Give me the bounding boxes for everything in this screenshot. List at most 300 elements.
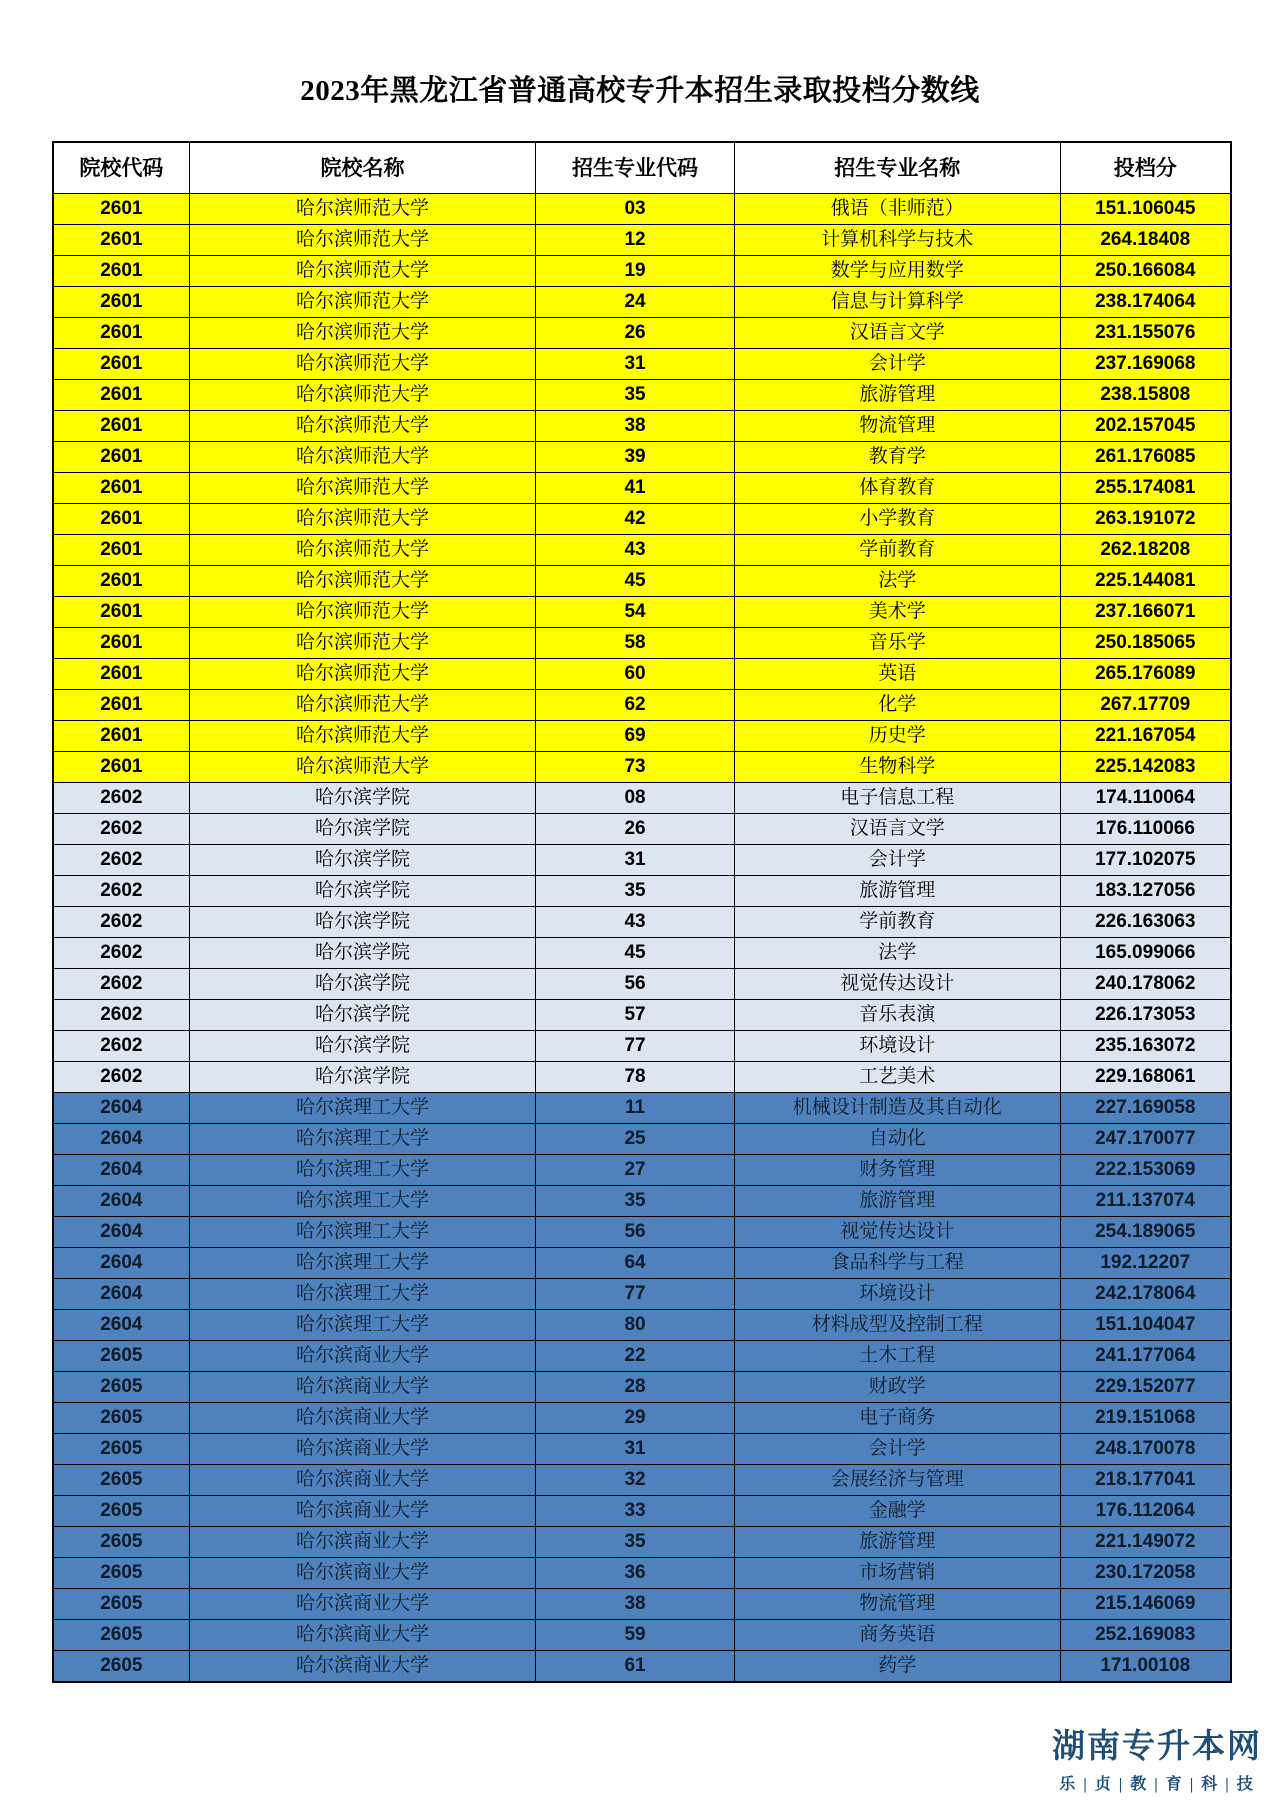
cell-major-code: 24 — [536, 286, 735, 317]
cell-school-name: 哈尔滨师范大学 — [189, 596, 535, 627]
cell-major-name: 土木工程 — [734, 1340, 1060, 1371]
cell-major-name: 会计学 — [734, 348, 1060, 379]
cell-school-code: 2601 — [53, 689, 189, 720]
column-header-score: 投档分 — [1060, 142, 1231, 194]
cell-major-code: 33 — [536, 1495, 735, 1526]
table-header — [53, 142, 1231, 194]
cell-school-name: 哈尔滨师范大学 — [189, 286, 535, 317]
cell-school-code: 2602 — [53, 906, 189, 937]
cell-score: 247.170077 — [1060, 1123, 1231, 1154]
cell-school-code: 2601 — [53, 658, 189, 689]
table-row — [53, 1371, 1231, 1402]
cell-major-name: 学前教育 — [734, 906, 1060, 937]
cell-major-name: 环境设计 — [734, 1278, 1060, 1309]
cell-score: 261.176085 — [1060, 441, 1231, 472]
cell-score: 267.17709 — [1060, 689, 1231, 720]
cell-school-code: 2602 — [53, 782, 189, 813]
cell-major-code: 57 — [536, 999, 735, 1030]
cell-major-name: 视觉传达设计 — [734, 1216, 1060, 1247]
cell-school-name: 哈尔滨师范大学 — [189, 503, 535, 534]
cell-major-code: 35 — [536, 1185, 735, 1216]
cell-major-code: 58 — [536, 627, 735, 658]
cell-school-name: 哈尔滨理工大学 — [189, 1247, 535, 1278]
cell-school-code: 2604 — [53, 1278, 189, 1309]
table-row — [53, 1309, 1231, 1340]
cell-school-name: 哈尔滨学院 — [189, 999, 535, 1030]
table-row — [53, 658, 1231, 689]
cell-major-code: 08 — [536, 782, 735, 813]
table-row — [53, 844, 1231, 875]
cell-score: 241.177064 — [1060, 1340, 1231, 1371]
cell-major-code: 45 — [536, 937, 735, 968]
cell-score: 263.191072 — [1060, 503, 1231, 534]
cell-major-name: 会计学 — [734, 844, 1060, 875]
table-row — [53, 627, 1231, 658]
cell-score: 265.176089 — [1060, 658, 1231, 689]
table-row — [53, 193, 1231, 224]
cell-school-code: 2601 — [53, 751, 189, 782]
cell-school-name: 哈尔滨理工大学 — [189, 1123, 535, 1154]
cell-major-code: 60 — [536, 658, 735, 689]
cell-score: 227.169058 — [1060, 1092, 1231, 1123]
cell-major-name: 药学 — [734, 1650, 1060, 1682]
cell-score: 237.166071 — [1060, 596, 1231, 627]
column-header-school-code: 院校代码 — [53, 142, 189, 194]
cell-major-name: 旅游管理 — [734, 875, 1060, 906]
table-row — [53, 1061, 1231, 1092]
cell-major-code: 03 — [536, 193, 735, 224]
table-row — [53, 1340, 1231, 1371]
cell-school-name: 哈尔滨理工大学 — [189, 1278, 535, 1309]
cell-school-name: 哈尔滨师范大学 — [189, 255, 535, 286]
cell-school-name: 哈尔滨商业大学 — [189, 1619, 535, 1650]
cell-score: 248.170078 — [1060, 1433, 1231, 1464]
cell-school-name: 哈尔滨师范大学 — [189, 410, 535, 441]
cell-school-code: 2601 — [53, 410, 189, 441]
cell-score: 250.185065 — [1060, 627, 1231, 658]
cell-school-name: 哈尔滨商业大学 — [189, 1340, 535, 1371]
cell-score: 255.174081 — [1060, 472, 1231, 503]
cell-school-code: 2601 — [53, 348, 189, 379]
cell-school-name: 哈尔滨理工大学 — [189, 1309, 535, 1340]
cell-major-name: 电子信息工程 — [734, 782, 1060, 813]
cell-major-code: 64 — [536, 1247, 735, 1278]
cell-school-name: 哈尔滨理工大学 — [189, 1154, 535, 1185]
cell-score: 262.18208 — [1060, 534, 1231, 565]
column-header-major-name: 招生专业名称 — [734, 142, 1060, 194]
cell-school-code: 2601 — [53, 379, 189, 410]
table-row — [53, 1557, 1231, 1588]
table-row — [53, 255, 1231, 286]
cell-major-code: 56 — [536, 1216, 735, 1247]
column-header-major-code: 招生专业代码 — [536, 142, 735, 194]
cell-score: 238.15808 — [1060, 379, 1231, 410]
cell-school-name: 哈尔滨学院 — [189, 1061, 535, 1092]
cell-score: 222.153069 — [1060, 1154, 1231, 1185]
cell-major-name: 旅游管理 — [734, 1185, 1060, 1216]
cell-score: 183.127056 — [1060, 875, 1231, 906]
cell-score: 151.106045 — [1060, 193, 1231, 224]
table-row — [53, 1433, 1231, 1464]
cell-major-name: 财务管理 — [734, 1154, 1060, 1185]
cell-score: 221.149072 — [1060, 1526, 1231, 1557]
cell-major-code: 36 — [536, 1557, 735, 1588]
cell-major-code: 22 — [536, 1340, 735, 1371]
table-row — [53, 1247, 1231, 1278]
table-row — [53, 1402, 1231, 1433]
cell-school-name: 哈尔滨商业大学 — [189, 1588, 535, 1619]
cell-major-code: 35 — [536, 1526, 735, 1557]
table-row — [53, 1278, 1231, 1309]
cell-major-name: 会展经济与管理 — [734, 1464, 1060, 1495]
cell-major-code: 11 — [536, 1092, 735, 1123]
table-row — [53, 534, 1231, 565]
score-table-container — [0, 141, 1280, 1683]
cell-major-name: 音乐学 — [734, 627, 1060, 658]
cell-school-code: 2605 — [53, 1588, 189, 1619]
cell-school-name: 哈尔滨理工大学 — [189, 1216, 535, 1247]
cell-school-code: 2602 — [53, 937, 189, 968]
cell-school-code: 2605 — [53, 1402, 189, 1433]
cell-major-name: 数学与应用数学 — [734, 255, 1060, 286]
table-row — [53, 1216, 1231, 1247]
cell-school-name: 哈尔滨学院 — [189, 813, 535, 844]
table-row — [53, 968, 1231, 999]
cell-major-code: 26 — [536, 813, 735, 844]
cell-school-code: 2601 — [53, 534, 189, 565]
cell-major-code: 35 — [536, 379, 735, 410]
cell-school-name: 哈尔滨学院 — [189, 906, 535, 937]
cell-score: 176.110066 — [1060, 813, 1231, 844]
watermark-title: 湖南专升本网 — [1052, 1728, 1262, 1765]
table-row — [53, 1092, 1231, 1123]
cell-school-name: 哈尔滨学院 — [189, 782, 535, 813]
table-row — [53, 472, 1231, 503]
cell-school-code: 2601 — [53, 720, 189, 751]
cell-score: 225.142083 — [1060, 751, 1231, 782]
cell-major-name: 财政学 — [734, 1371, 1060, 1402]
table-row — [53, 1619, 1231, 1650]
cell-major-code: 31 — [536, 348, 735, 379]
cell-school-name: 哈尔滨师范大学 — [189, 751, 535, 782]
cell-major-name: 机械设计制造及其自动化 — [734, 1092, 1060, 1123]
cell-score: 225.144081 — [1060, 565, 1231, 596]
cell-major-code: 25 — [536, 1123, 735, 1154]
cell-score: 174.110064 — [1060, 782, 1231, 813]
cell-major-name: 金融学 — [734, 1495, 1060, 1526]
cell-major-name: 俄语（非师范） — [734, 193, 1060, 224]
cell-school-code: 2605 — [53, 1464, 189, 1495]
cell-school-code: 2601 — [53, 596, 189, 627]
cell-score: 177.102075 — [1060, 844, 1231, 875]
cell-school-code: 2602 — [53, 844, 189, 875]
cell-school-code: 2605 — [53, 1650, 189, 1682]
cell-school-code: 2604 — [53, 1154, 189, 1185]
cell-school-code: 2602 — [53, 1030, 189, 1061]
cell-major-name: 生物科学 — [734, 751, 1060, 782]
cell-major-code: 32 — [536, 1464, 735, 1495]
cell-score: 240.178062 — [1060, 968, 1231, 999]
cell-major-code: 41 — [536, 472, 735, 503]
cell-score: 211.137074 — [1060, 1185, 1231, 1216]
cell-major-code: 45 — [536, 565, 735, 596]
cell-score: 237.169068 — [1060, 348, 1231, 379]
cell-major-name: 美术学 — [734, 596, 1060, 627]
cell-school-code: 2601 — [53, 286, 189, 317]
cell-school-code: 2601 — [53, 565, 189, 596]
cell-major-code: 27 — [536, 1154, 735, 1185]
cell-school-name: 哈尔滨学院 — [189, 875, 535, 906]
table-row — [53, 937, 1231, 968]
cell-school-code: 2602 — [53, 999, 189, 1030]
cell-school-code: 2604 — [53, 1123, 189, 1154]
cell-score: 226.173053 — [1060, 999, 1231, 1030]
table-row — [53, 565, 1231, 596]
cell-major-code: 38 — [536, 1588, 735, 1619]
cell-major-code: 19 — [536, 255, 735, 286]
cell-major-name: 化学 — [734, 689, 1060, 720]
cell-school-name: 哈尔滨商业大学 — [189, 1433, 535, 1464]
cell-school-name: 哈尔滨商业大学 — [189, 1557, 535, 1588]
cell-school-code: 2605 — [53, 1371, 189, 1402]
cell-major-code: 12 — [536, 224, 735, 255]
table-row — [53, 1123, 1231, 1154]
cell-major-code: 69 — [536, 720, 735, 751]
cell-major-name: 汉语言文学 — [734, 317, 1060, 348]
cell-school-code: 2605 — [53, 1557, 189, 1588]
cell-major-code: 54 — [536, 596, 735, 627]
cell-major-code: 56 — [536, 968, 735, 999]
cell-school-name: 哈尔滨理工大学 — [189, 1185, 535, 1216]
cell-score: 252.169083 — [1060, 1619, 1231, 1650]
cell-school-code: 2601 — [53, 503, 189, 534]
cell-major-name: 电子商务 — [734, 1402, 1060, 1433]
cell-school-code: 2604 — [53, 1247, 189, 1278]
cell-school-code: 2601 — [53, 255, 189, 286]
cell-major-code: 43 — [536, 906, 735, 937]
table-row — [53, 1154, 1231, 1185]
cell-major-code: 80 — [536, 1309, 735, 1340]
cell-score: 254.189065 — [1060, 1216, 1231, 1247]
cell-score: 165.099066 — [1060, 937, 1231, 968]
cell-school-name: 哈尔滨师范大学 — [189, 627, 535, 658]
cell-school-name: 哈尔滨师范大学 — [189, 720, 535, 751]
cell-school-name: 哈尔滨师范大学 — [189, 472, 535, 503]
cell-major-name: 食品科学与工程 — [734, 1247, 1060, 1278]
cell-major-code: 43 — [536, 534, 735, 565]
cell-major-name: 信息与计算科学 — [734, 286, 1060, 317]
cell-major-code: 29 — [536, 1402, 735, 1433]
cell-school-code: 2604 — [53, 1216, 189, 1247]
table-row — [53, 503, 1231, 534]
cell-school-code: 2604 — [53, 1185, 189, 1216]
table-row — [53, 689, 1231, 720]
cell-major-code: 31 — [536, 1433, 735, 1464]
table-row — [53, 317, 1231, 348]
cell-school-name: 哈尔滨师范大学 — [189, 534, 535, 565]
cell-school-name: 哈尔滨理工大学 — [189, 1092, 535, 1123]
table-row — [53, 1464, 1231, 1495]
cell-major-code: 77 — [536, 1030, 735, 1061]
cell-score: 264.18408 — [1060, 224, 1231, 255]
cell-major-code: 59 — [536, 1619, 735, 1650]
cell-school-name: 哈尔滨师范大学 — [189, 379, 535, 410]
cell-score: 242.178064 — [1060, 1278, 1231, 1309]
cell-major-name: 物流管理 — [734, 410, 1060, 441]
cell-score: 215.146069 — [1060, 1588, 1231, 1619]
cell-school-name: 哈尔滨师范大学 — [189, 658, 535, 689]
table-row — [53, 782, 1231, 813]
cell-school-code: 2601 — [53, 441, 189, 472]
cell-score: 226.163063 — [1060, 906, 1231, 937]
cell-school-code: 2601 — [53, 193, 189, 224]
cell-school-name: 哈尔滨商业大学 — [189, 1464, 535, 1495]
table-row — [53, 348, 1231, 379]
cell-major-code: 61 — [536, 1650, 735, 1682]
table-row — [53, 1185, 1231, 1216]
cell-score: 192.12207 — [1060, 1247, 1231, 1278]
cell-school-code: 2602 — [53, 875, 189, 906]
table-row — [53, 224, 1231, 255]
cell-major-code: 62 — [536, 689, 735, 720]
site-watermark — [1052, 1729, 1262, 1794]
table-row — [53, 286, 1231, 317]
cell-major-name: 材料成型及控制工程 — [734, 1309, 1060, 1340]
cell-major-name: 市场营销 — [734, 1557, 1060, 1588]
cell-score: 176.112064 — [1060, 1495, 1231, 1526]
watermark-subtitle: 乐 | 贞 | 教 | 育 | 科 | 技 — [1059, 1776, 1255, 1793]
cell-score: 229.168061 — [1060, 1061, 1231, 1092]
cell-school-name: 哈尔滨师范大学 — [189, 565, 535, 596]
cell-school-code: 2604 — [53, 1309, 189, 1340]
table-row — [53, 1588, 1231, 1619]
cell-major-name: 法学 — [734, 565, 1060, 596]
table-row — [53, 1030, 1231, 1061]
cell-school-code: 2601 — [53, 472, 189, 503]
cell-major-code: 77 — [536, 1278, 735, 1309]
cell-major-code: 42 — [536, 503, 735, 534]
cell-school-code: 2602 — [53, 813, 189, 844]
cell-major-code: 31 — [536, 844, 735, 875]
cell-school-code: 2602 — [53, 968, 189, 999]
cell-school-code: 2601 — [53, 224, 189, 255]
table-row — [53, 999, 1231, 1030]
cell-major-code: 28 — [536, 1371, 735, 1402]
table-body — [53, 193, 1231, 1682]
cell-school-name: 哈尔滨商业大学 — [189, 1650, 535, 1682]
cell-score: 230.172058 — [1060, 1557, 1231, 1588]
cell-school-name: 哈尔滨师范大学 — [189, 317, 535, 348]
cell-major-code: 38 — [536, 410, 735, 441]
cell-score: 235.163072 — [1060, 1030, 1231, 1061]
cell-major-name: 旅游管理 — [734, 379, 1060, 410]
table-header-row — [53, 142, 1231, 194]
table-row — [53, 441, 1231, 472]
cell-school-name: 哈尔滨师范大学 — [189, 193, 535, 224]
table-row — [53, 410, 1231, 441]
cell-major-name: 小学教育 — [734, 503, 1060, 534]
cell-major-code: 78 — [536, 1061, 735, 1092]
cell-major-code: 35 — [536, 875, 735, 906]
cell-school-name: 哈尔滨商业大学 — [189, 1526, 535, 1557]
table-row — [53, 1526, 1231, 1557]
cell-major-code: 73 — [536, 751, 735, 782]
cell-major-name: 音乐表演 — [734, 999, 1060, 1030]
cell-score: 250.166084 — [1060, 255, 1231, 286]
cell-school-code: 2605 — [53, 1340, 189, 1371]
cell-major-name: 计算机科学与技术 — [734, 224, 1060, 255]
cell-school-name: 哈尔滨商业大学 — [189, 1495, 535, 1526]
cell-school-name: 哈尔滨师范大学 — [189, 689, 535, 720]
column-header-school-name: 院校名称 — [189, 142, 535, 194]
cell-score: 202.157045 — [1060, 410, 1231, 441]
table-row — [53, 906, 1231, 937]
cell-score: 151.104047 — [1060, 1309, 1231, 1340]
page-title: 2023年黑龙江省普通高校专升本招生录取投档分数线 — [300, 75, 980, 107]
table-row — [53, 813, 1231, 844]
cell-score: 218.177041 — [1060, 1464, 1231, 1495]
cell-major-name: 学前教育 — [734, 534, 1060, 565]
cell-school-name: 哈尔滨学院 — [189, 844, 535, 875]
table-row — [53, 596, 1231, 627]
cell-school-name: 哈尔滨商业大学 — [189, 1402, 535, 1433]
cell-major-code: 26 — [536, 317, 735, 348]
cell-major-name: 英语 — [734, 658, 1060, 689]
cell-school-name: 哈尔滨师范大学 — [189, 441, 535, 472]
cell-school-code: 2605 — [53, 1495, 189, 1526]
cell-major-code: 39 — [536, 441, 735, 472]
cell-major-name: 自动化 — [734, 1123, 1060, 1154]
table-row — [53, 1495, 1231, 1526]
cell-major-name: 历史学 — [734, 720, 1060, 751]
cell-major-name: 法学 — [734, 937, 1060, 968]
table-row — [53, 875, 1231, 906]
cell-school-name: 哈尔滨学院 — [189, 968, 535, 999]
cell-score: 238.174064 — [1060, 286, 1231, 317]
table-row — [53, 1650, 1231, 1682]
cell-school-name: 哈尔滨商业大学 — [189, 1371, 535, 1402]
cell-school-code: 2604 — [53, 1092, 189, 1123]
cell-school-code: 2601 — [53, 317, 189, 348]
cell-major-name: 环境设计 — [734, 1030, 1060, 1061]
cell-school-code: 2605 — [53, 1526, 189, 1557]
cell-school-code: 2605 — [53, 1433, 189, 1464]
cell-major-name: 物流管理 — [734, 1588, 1060, 1619]
cell-major-name: 旅游管理 — [734, 1526, 1060, 1557]
cell-score: 229.152077 — [1060, 1371, 1231, 1402]
cell-score: 171.00108 — [1060, 1650, 1231, 1682]
cell-major-name: 视觉传达设计 — [734, 968, 1060, 999]
cell-major-name: 教育学 — [734, 441, 1060, 472]
table-row — [53, 751, 1231, 782]
cell-school-code: 2602 — [53, 1061, 189, 1092]
cell-score: 219.151068 — [1060, 1402, 1231, 1433]
admission-score-table — [52, 141, 1232, 1683]
cell-school-name: 哈尔滨师范大学 — [189, 224, 535, 255]
table-row — [53, 720, 1231, 751]
cell-score: 231.155076 — [1060, 317, 1231, 348]
table-row — [53, 379, 1231, 410]
cell-major-name: 工艺美术 — [734, 1061, 1060, 1092]
cell-score: 221.167054 — [1060, 720, 1231, 751]
cell-school-name: 哈尔滨师范大学 — [189, 348, 535, 379]
cell-school-code: 2601 — [53, 627, 189, 658]
cell-major-name: 体育教育 — [734, 472, 1060, 503]
cell-major-name: 汉语言文学 — [734, 813, 1060, 844]
cell-school-code: 2605 — [53, 1619, 189, 1650]
cell-school-name: 哈尔滨学院 — [189, 1030, 535, 1061]
cell-school-name: 哈尔滨学院 — [189, 937, 535, 968]
